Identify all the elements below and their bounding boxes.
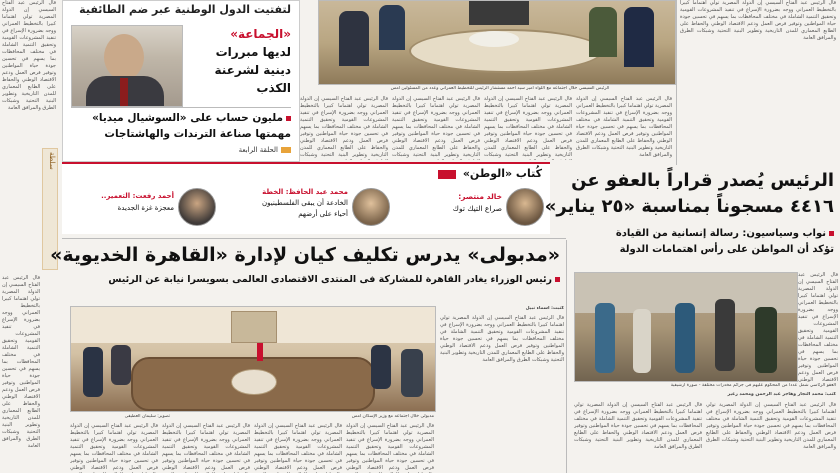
main-story-col-right: قال الرئيس عبد الفتاح السيسي إن الدولة المصرية تولي اهتماما كبيرا بالتخطيط العمراني ووجه بضرورة الإسراع في تنفيذ المشروعات القومية وتحقيق التنمية الشاملة في مختلف المحافظات بما يسهم في تحسين جودة حياة المواطنين وتوفير فرص العمل ودعم الاقتصاد الوطني والحفاظ على الطابع المعماري للمدن التاريخية وتطوير البنية التحتية وشبكات الطرق والمرافق العامة bbox=[440, 315, 564, 363]
headline-2a bbox=[92, 112, 291, 124]
writers-accent-icon bbox=[438, 170, 456, 179]
writer-1-topic: صراع التيك توك bbox=[452, 204, 502, 213]
writer-2-extra: الخادعة أن يبقى الفلسطينيون bbox=[262, 199, 348, 207]
pardon-headline-1: الرئيس يُصدر قراراً بالعفو عن bbox=[571, 170, 834, 191]
headline-1a: «الجماعة» bbox=[230, 27, 291, 41]
series-marker-icon bbox=[281, 147, 291, 153]
pardon-subhead-2: تؤكد أن المواطن على رأس اهتمامات الدولة bbox=[619, 244, 834, 255]
writer-3-avatar bbox=[178, 188, 216, 226]
writer-3-name: أحمد رفعت: التعمير.. bbox=[101, 192, 174, 200]
far-left-text-bottom: قال الرئيس عبد الفتاح السيسي إن الدولة المصرية تولي اهتماما كبيرا بالتخطيط العمراني ووجه بضرورة الإسراع في تنفيذ المشروعات القومية وتحقيق التنمية الشاملة في مختلف المحافظات بما يسهم في تحسين جودة حياة المواطنين وتوفير فرص العمل ودعم الاقتصاد الوطني والحفاظ على الطابع المعماري للمدن التاريخية وتطوير البنية التحتية وشبكات الطرق والمرافق العامة bbox=[2, 275, 40, 449]
pardon-subhead-1-text: نواب وسياسيون: رسالة إنسانية من القيادة bbox=[615, 228, 826, 239]
center-body-col-4: قال الرئيس عبد الفتاح السيسي إن الدولة المصرية تولي اهتماما كبيرا بالتخطيط العمراني ووجه بضرورة الإسراع في تنفيذ المشروعات القومية وتحقيق التنمية الشاملة في مختلف المحافظات بما يسهم في تحسين جودة حياة المواطنين وتوفير فرص العمل ودعم الاقتصاد الوطني والحفاظ على الطابع المعماري للمدن التاريخية وتطوير البنية التحتية وشبكات الطرق والمرافق العامة bbox=[576, 96, 672, 158]
center-body-col-1: قال الرئيس عبد الفتاح السيسي إن الدولة المصرية تولي اهتماما كبيرا بالتخطيط العمراني ووجه بضرورة الإسراع في تنفيذ المشروعات القومية وتحقيق التنمية الشاملة في مختلف المحافظات بما يسهم في تحسين جودة حياة المواطنين وتوفير فرص العمل ودعم الاقتصاد الوطني والحفاظ على الطابع المعماري للمدن التاريخية وتطوير البنية التحتية وشبكات bbox=[300, 96, 388, 158]
main-story-subhead bbox=[108, 274, 560, 285]
right-body-col-top: قال الرئيس عبد الفتاح السيسي إن الدولة المصرية تولي اهتماما كبيرا بالتخطيط العمراني ووجه بضرورة الإسراع في تنفيذ المشروعات القومية وتحقيق التنمية الشاملة في مختلف المحافظات بما يسهم في تحسين جودة حياة المواطنين وتوفير فرص العمل ودعم الاقتصاد الوطني والحفاظ على الطابع المعماري للمدن التاريخية وتطوير البنية التحتية وشبكات الطرق والمرافق العامة bbox=[680, 0, 836, 41]
writer-card-1[interactable] bbox=[394, 186, 544, 230]
far-left-text-top: قال الرئيس عبد الفتاح السيسي إن الدولة المصرية تولي اهتماما كبيرا بالتخطيط العمراني ووجه بضرورة الإسراع في تنفيذ المشروعات القومية وتحقيق التنمية الشاملة في مختلف المحافظات بما يسهم في تحسين جودة حياة المواطنين وتوفير فرص العمل ودعم الاقتصاد الوطني والحفاظ على الطابع المعماري للمدن التاريخية وتطوير البنية التحتية وشبكات الطرق والمرافق العامة bbox=[2, 0, 56, 111]
teaser-top-line: لتفتيت الدول الوطنية عبر ضم الطائفية bbox=[79, 3, 291, 16]
pardon-byline: كتب: محمد النجار وهاجر عبد الرحمن ومحمد زعير bbox=[727, 392, 836, 397]
divider-horizontal-1 bbox=[62, 238, 566, 239]
writers-section bbox=[62, 162, 550, 234]
main-story-col-c: قال الرئيس عبد الفتاح السيسي إن الدولة المصرية تولي اهتماما كبيرا بالتخطيط العمراني ووجه بضرورة الإسراع في تنفيذ المشروعات القومية وتحقيق التنمية الشاملة في مختلف المحافظات بما يسهم في تحسين جودة حياة المواطنين وتوفير فرص العمل ودعم الاقتصاد الوطني bbox=[254, 423, 342, 471]
meeting-photo-top bbox=[318, 0, 676, 85]
far-left-column bbox=[0, 0, 58, 473]
meeting-photo-top-caption: الرئيس السيسي خلال اجتماعه مع اللواء أمير سيد أحمد مستشار الرئيس للتخطيط العمراني وعدد من المسئولين أمس bbox=[390, 86, 610, 91]
headline-2b: مهمتها صناعة الترندات والهاشتاجات bbox=[104, 128, 291, 140]
main-story-subhead-text: رئيس الوزراء يغادر القاهرة للمشاركة فى المنتدى الاقتصادى العالمى بسويسرا نيابة عن الرئيس bbox=[108, 274, 552, 285]
headline-1d: الكذب bbox=[256, 81, 291, 95]
main-story-col-b: قال الرئيس عبد الفتاح السيسي إن الدولة المصرية تولي اهتماما كبيرا بالتخطيط العمراني ووجه بضرورة الإسراع في تنفيذ المشروعات القومية وتحقيق التنمية الشاملة في مختلف المحافظات بما يسهم في تحسين جودة حياة المواطنين وتوفير فرص العمل ودعم الاقتصاد الوطني bbox=[162, 423, 250, 471]
main-photo-caption: مدبولى خلال اجتماعه مع وزير الإسكان أمس bbox=[351, 414, 434, 419]
main-meeting-photo bbox=[70, 306, 436, 412]
teaser-box bbox=[62, 0, 300, 162]
writer-2-name: محمد عبد الحافظ: الخطة bbox=[262, 188, 348, 196]
series-label bbox=[239, 146, 291, 154]
red-bullet-icon bbox=[286, 116, 291, 121]
pardon-side-text: قال الرئيس عبد الفتاح السيسي إن الدولة المصرية تولي اهتماما كبيرا بالتخطيط العمراني ووجه بضرورة الإسراع في تنفيذ المشروعات القومية وتحقيق التنمية الشاملة في مختلف المحافظات بما يسهم في تحسين جودة حياة المواطنين وتوفير فرص العمل ودعم الاقتصاد الوطني bbox=[798, 272, 838, 382]
headline-1b: لديها مبررات bbox=[215, 45, 291, 59]
divider-vertical-2 bbox=[676, 0, 677, 165]
pardon-subhead-1 bbox=[616, 228, 834, 239]
main-story-byline: كتبت: أسماء نبيل bbox=[525, 306, 564, 311]
center-body-col-3: قال الرئيس عبد الفتاح السيسي إن الدولة المصرية تولي اهتماما كبيرا بالتخطيط العمراني ووجه بضرورة الإسراع في تنفيذ المشروعات القومية وتحقيق التنمية الشاملة في مختلف المحافظات بما يسهم في تحسين جودة حياة المواطنين وتوفير فرص العمل ودعم الاقتصاد الوطني والحفاظ على الطابع المعماري للمدن التاريخية وتطوير البنية التحتية وشبكات bbox=[484, 96, 572, 158]
author-portrait-photo bbox=[71, 25, 183, 107]
pardon-photo bbox=[574, 272, 798, 382]
main-story-headline: «مدبولى» يدرس تكليف كيان لإدارة «القاهرة الخديوية» bbox=[50, 244, 560, 266]
center-body-col-2: قال الرئيس عبد الفتاح السيسي إن الدولة المصرية تولي اهتماما كبيرا بالتخطيط العمراني ووجه بضرورة الإسراع في تنفيذ المشروعات القومية وتحقيق التنمية الشاملة في مختلف المحافظات بما يسهم في تحسين جودة حياة المواطنين وتوفير فرص العمل ودعم الاقتصاد الوطني والحفاظ على الطابع المعماري للمدن التاريخية وتطوير البنية التحتية وشبكات bbox=[392, 96, 480, 158]
writers-title-text: كُتاب «الوطن» bbox=[462, 167, 542, 180]
writer-3-topic: معجزة غزة الجديدة bbox=[117, 204, 174, 212]
writer-1-avatar bbox=[506, 188, 544, 226]
pardon-headline-2: ٤٤١٦ مسجوناً بمناسبة «٢٥ يناير» bbox=[544, 196, 834, 217]
red-bullet-icon bbox=[555, 277, 560, 282]
main-photo-credit: تصوير: سليمان العطيفى bbox=[124, 414, 170, 419]
headline-1c: دينية لشرعنة bbox=[214, 63, 291, 77]
far-left-tag-text: سلطة bbox=[48, 152, 56, 170]
headline-2a-text: مليون حساب على «السوشيال ميديا» bbox=[92, 112, 283, 124]
main-story-col-a: قال الرئيس عبد الفتاح السيسي إن الدولة المصرية تولي اهتماما كبيرا بالتخطيط العمراني ووجه بضرورة الإسراع في تنفيذ المشروعات القومية وتحقيق التنمية الشاملة في مختلف المحافظات بما يسهم في تحسين جودة حياة المواطنين وتوفير فرص العمل ودعم الاقتصاد الوطني bbox=[70, 423, 158, 471]
writers-section-title bbox=[438, 167, 542, 180]
writer-card-2[interactable] bbox=[220, 186, 390, 230]
pardon-photo-caption: العفو الرئاسي شمل عددا من المحكوم عليهم فى جرائم مخدرات مختلفة - صورة أرشيفية bbox=[670, 383, 836, 388]
pardon-body-col-2: قال الرئيس عبد الفتاح السيسي إن الدولة المصرية تولي اهتماما كبيرا بالتخطيط العمراني ووجه بضرورة الإسراع في تنفيذ المشروعات القومية وتحقيق التنمية الشاملة في مختلف المحافظات بما يسهم في تحسين جودة حياة المواطنين وتوفير فرص العمل ودعم الاقتصاد الوطني والحفاظ على الطابع المعماري للمدن التاريخية وتطوير البنية التحتية وشبكات الطرق والمرافق العامة bbox=[574, 402, 702, 450]
main-story-col-d: قال الرئيس عبد الفتاح السيسي إن الدولة المصرية تولي اهتماما كبيرا بالتخطيط العمراني ووجه بضرورة الإسراع في تنفيذ المشروعات القومية وتحقيق التنمية الشاملة في مختلف المحافظات بما يسهم في تحسين جودة حياة المواطنين وتوفير فرص العمل ودعم الاقتصاد الوطني bbox=[346, 423, 434, 471]
pardon-body-col-1: قال الرئيس عبد الفتاح السيسي إن الدولة المصرية تولي اهتماما كبيرا بالتخطيط العمراني ووجه بضرورة الإسراع في تنفيذ المشروعات القومية وتحقيق التنمية الشاملة في مختلف المحافظات بما يسهم في تحسين جودة حياة المواطنين وتوفير فرص العمل ودعم الاقتصاد الوطني والحفاظ على الطابع المعماري للمدن التاريخية وتطوير البنية التحتية وشبكات الطرق والمرافق العامة bbox=[706, 402, 836, 450]
writer-2-avatar bbox=[352, 188, 390, 226]
writer-card-3[interactable] bbox=[68, 186, 216, 230]
divider-vertical-1 bbox=[566, 240, 567, 473]
red-bullet-icon bbox=[829, 231, 834, 236]
writer-1-name: خالد منتصر: bbox=[458, 192, 502, 201]
writer-2-topic: أحياء على أرضهم bbox=[298, 210, 348, 218]
series-label-text: الحلقة الرابعة bbox=[238, 146, 278, 154]
